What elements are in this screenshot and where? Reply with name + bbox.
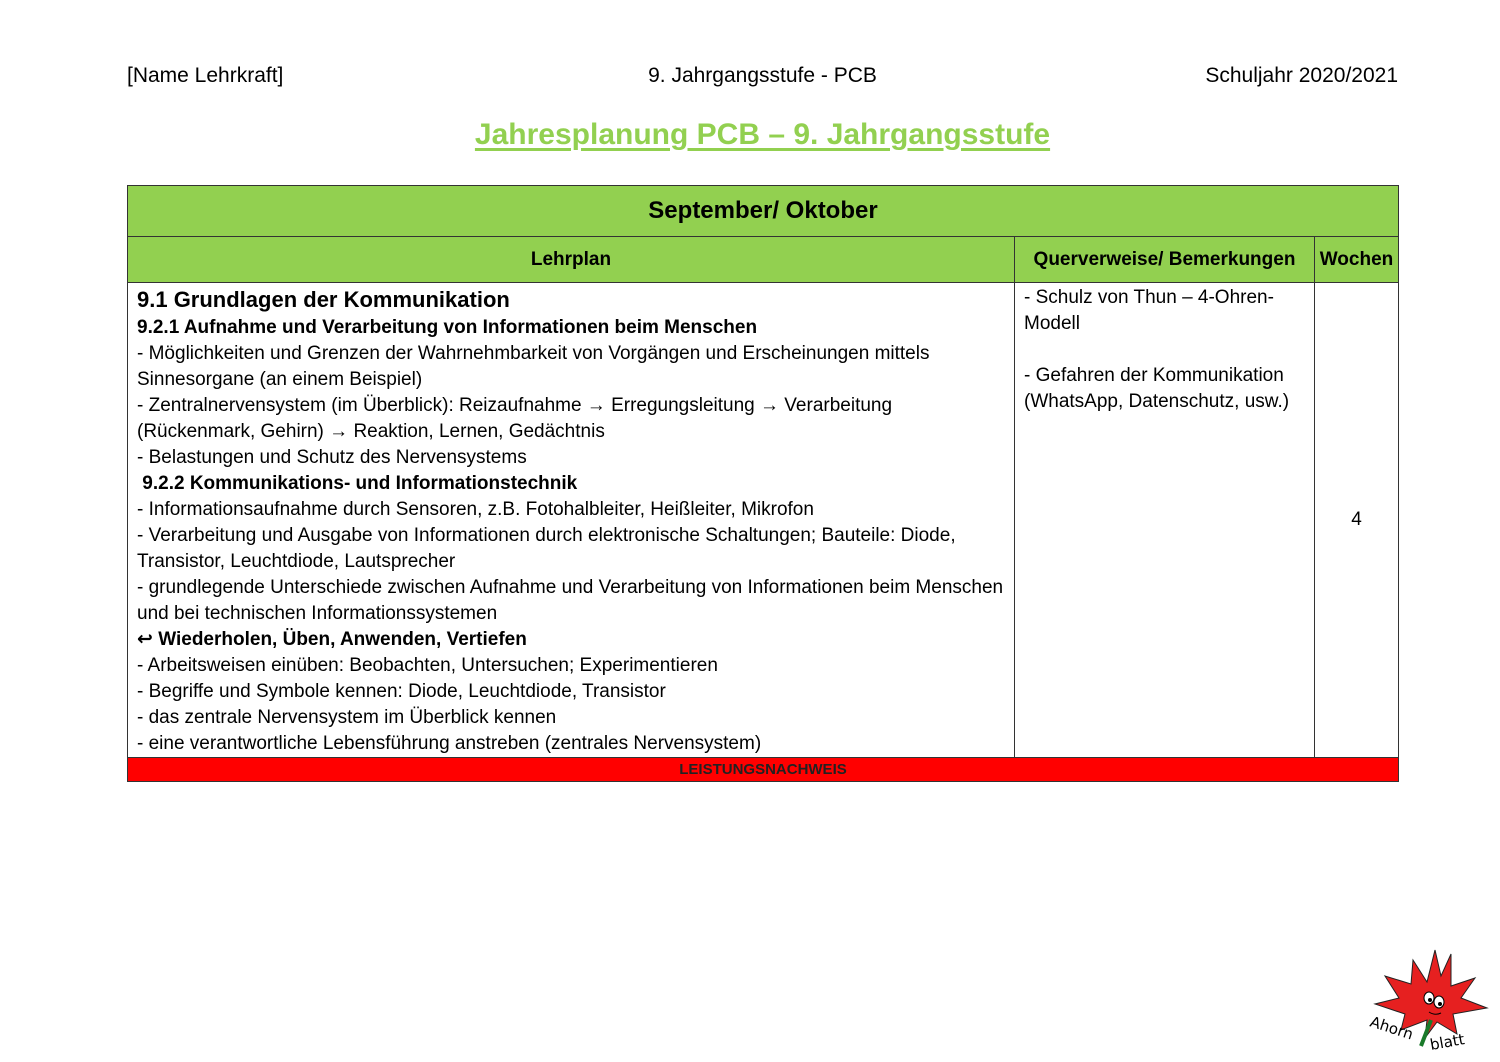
return-arrow-icon: ↩ [137, 629, 159, 650]
lehrplan-line [137, 523, 1005, 575]
lehrplan-text: 9.2.1 Aufnahme und Verarbeitung von Informationen beim Menschen [137, 317, 758, 338]
querverweise-cell [1015, 283, 1315, 758]
lehrplan-text: Wiederholen, Üben, Anwenden, Vertiefen [158, 629, 527, 650]
svg-text:Ahorn: Ahorn [1367, 1012, 1416, 1044]
column-querverweise: Querverweise/ Bemerkungen [1015, 237, 1315, 283]
lehrplan-line [137, 705, 1005, 731]
querverweis-item: - Gefahren der Kommunikation (WhatsApp, Datenschutz, usw.) [1024, 365, 1290, 412]
lehrplan-text: - Arbeitsweisen einüben: Beobachten, Untersuchen; Experimentieren [137, 655, 718, 676]
lehrplan-text: - Belastungen und Schutz des Nervensystems [137, 447, 527, 468]
lehrplan-text: - Zentralnervensystem (im Überblick): Reizaufnahme → Erregungsleitung → Verarbeitung (Rückenmark, Gehirn) → Reaktion, Lernen, Gedächtnis [137, 395, 898, 442]
lehrplan-text: - Möglichkeiten und Grenzen der Wahrnehmbarkeit von Vorgängen und Erscheinungen mittels Sinnesorgane (an einem Beispiel) [137, 343, 935, 390]
lehrplan-line [137, 731, 1005, 757]
page-title: Jahresplanung PCB – 9. Jahrgangsstufe [474, 118, 1051, 151]
leistungsnachweis-bar: LEISTUNGSNACHWEIS [128, 758, 1399, 782]
lehrplan-text: - Begriffe und Symbole kennen: Diode, Leuchtdiode, Transistor [137, 681, 666, 702]
grade-label: 9. Jahrgangsstufe - PCB [648, 64, 877, 87]
month-header: September/ Oktober [128, 186, 1399, 237]
lehrplan-text: - eine verantwortliche Lebensführung anstreben (zentrales Nervensystem) [137, 733, 762, 754]
querverweis-item: - Schulz von Thun – 4-Ohren-Modell [1024, 287, 1274, 334]
lehrplan-line [137, 497, 1005, 523]
ahornblatt-logo [1365, 942, 1495, 1057]
lehrplan-line [137, 445, 1005, 471]
lehrplan-text: - das zentrale Nervensystem im Überblick kennen [137, 707, 557, 728]
column-wochen: Wochen [1315, 237, 1399, 283]
column-lehrplan: Lehrplan [128, 237, 1015, 283]
lehrplan-line [137, 285, 1005, 315]
lehrplan-line [137, 341, 1005, 393]
lehrplan-text: 9.1 Grundlagen der Kommunikation [137, 287, 510, 312]
maple-leaf-icon [1365, 942, 1495, 1057]
wochen-cell: 4 [1315, 283, 1399, 758]
lehrplan-line [137, 679, 1005, 705]
lehrplan-line [137, 575, 1009, 627]
lehrplan-line [137, 627, 1005, 653]
lehrplan-line [137, 471, 1005, 497]
lehrplan-line [137, 393, 1005, 445]
school-year: Schuljahr 2020/2021 [1205, 64, 1398, 87]
lehrplan-text: - grundlegende Unterschiede zwischen Aufnahme und Verarbeitung von Informationen beim Menschen und bei technischen Informationssystemen [137, 577, 1009, 624]
lehrplan-line [137, 315, 1005, 341]
lehrplan-line [137, 653, 1005, 679]
lehrplan-text: 9.2.2 Kommunikations- und Informationstechnik [137, 473, 578, 494]
lehrplan-cell [128, 283, 1015, 758]
plan-table [127, 185, 1399, 782]
teacher-name: [Name Lehrkraft] [127, 64, 284, 87]
lehrplan-text: - Informationsaufnahme durch Sensoren, z.B. Fotohalbleiter, Heißleiter, Mikrofon [137, 499, 814, 520]
lehrplan-text: - Verarbeitung und Ausgabe von Informationen durch elektronische Schaltungen; Bauteile: Diode, Transistor, Leuchtdiode, Lautsprecher [137, 525, 961, 572]
svg-text:blatt: blatt [1428, 1030, 1466, 1054]
